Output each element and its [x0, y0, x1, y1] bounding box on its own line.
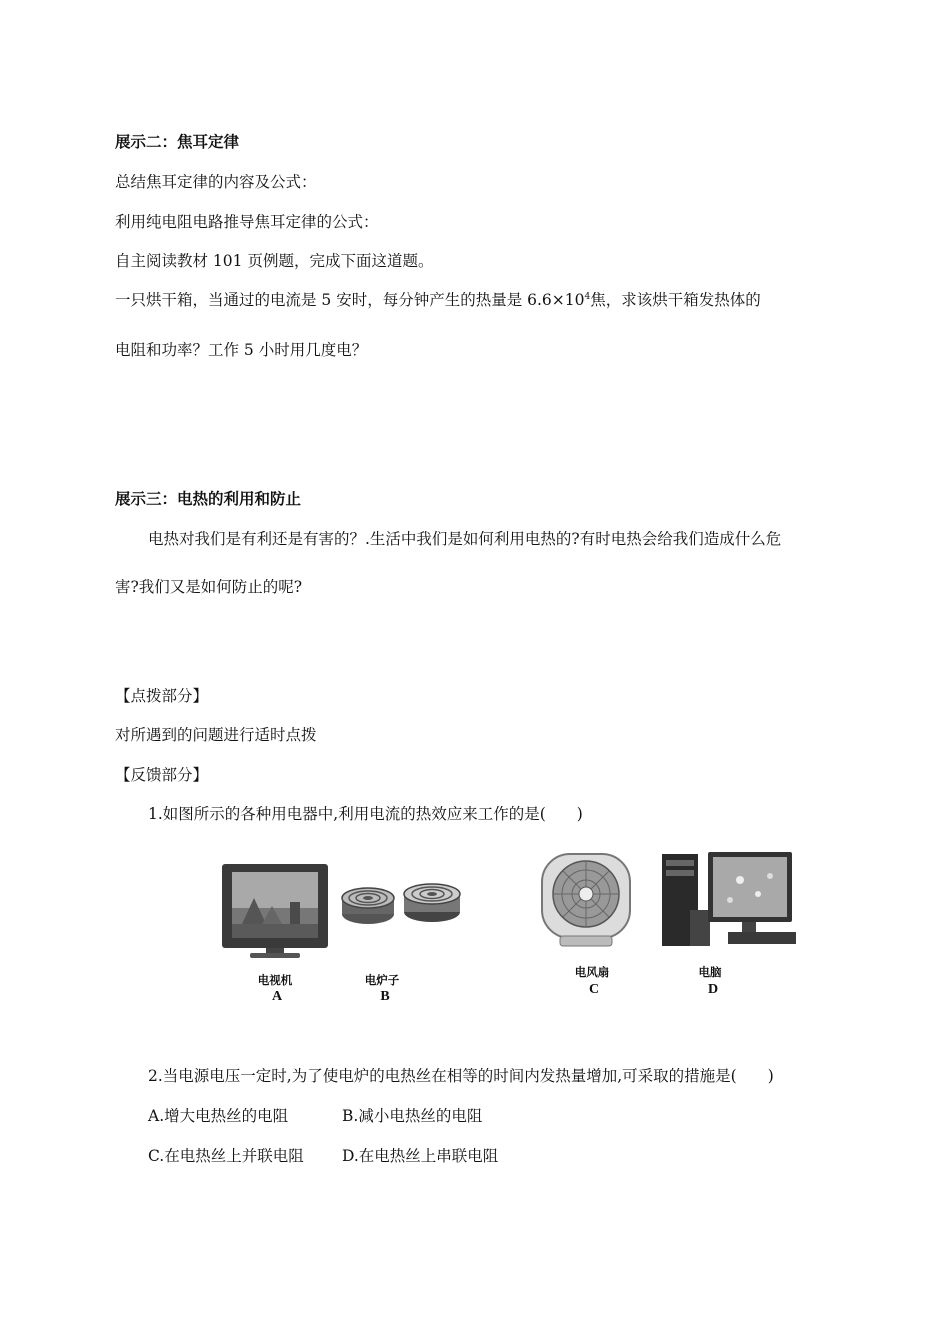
caption-tv: 电视机 — [257, 973, 293, 987]
problem-exponent: 4 — [584, 292, 591, 302]
tv-icon — [220, 862, 330, 960]
problem-text-a: 一只烘干箱，当通过的电流是 5 安时，每分钟产生的热量是 6.6×10 — [115, 291, 585, 309]
caption-letter-a: A — [271, 989, 283, 1004]
caption-stove: 电炉子 — [364, 973, 400, 987]
guide-text: 对所遇到的问题进行适时点拨 — [115, 726, 317, 744]
caption-fan: 电风扇 — [574, 965, 610, 979]
computer-icon — [660, 850, 798, 950]
caption-computer: 电脑 — [698, 965, 722, 979]
option-b: B.减小电热丝的电阻 — [342, 1107, 483, 1125]
section-heading-joule-law: 展示二：焦耳定律 — [115, 133, 240, 151]
electric-fan-icon — [538, 850, 634, 950]
option-a: A.增大电热丝的电阻 — [148, 1107, 289, 1125]
option-c: C.在电热丝上并联电阻 — [148, 1147, 304, 1165]
question-1: 1.如图所示的各种用电器中,利用电流的热效应来工作的是( ) — [148, 805, 583, 823]
caption-letter-b: B — [380, 989, 390, 1004]
feedback-heading: 【反馈部分】 — [115, 766, 209, 784]
problem-text-b: 焦，求该烘干箱发热体的 — [590, 291, 761, 309]
guide-heading: 【点拨部分】 — [115, 687, 209, 705]
problem-line-2: 电阻和功率？工作 5 小时用几度电？ — [115, 341, 368, 359]
option-d: D.在电热丝上串联电阻 — [342, 1147, 499, 1165]
caption-letter-c: C — [588, 982, 600, 997]
problem-line-1 — [115, 290, 761, 310]
section-heading-electric-heat: 展示三：电热的利用和防止 — [115, 490, 302, 508]
electric-stove-icon — [340, 880, 462, 930]
reading-prompt: 自主阅读教材 101 页例题，完成下面这道题。 — [115, 252, 434, 270]
paragraph-line-2: 害?我们又是如何防止的呢? — [115, 578, 303, 596]
derive-prompt: 利用纯电阻电路推导焦耳定律的公式： — [115, 213, 379, 231]
question-2: 2.当电源电压一定时,为了使电炉的电热丝在相等的时间内发热量增加,可采取的措施是( ) — [148, 1067, 774, 1085]
caption-letter-d: D — [707, 982, 719, 997]
paragraph-line-1: 电热对我们是有利还是有害的？.生活中我们是如何利用电热的?有时电热会给我们造成什么危 — [148, 530, 782, 548]
summary-prompt: 总结焦耳定律的内容及公式： — [115, 173, 317, 191]
